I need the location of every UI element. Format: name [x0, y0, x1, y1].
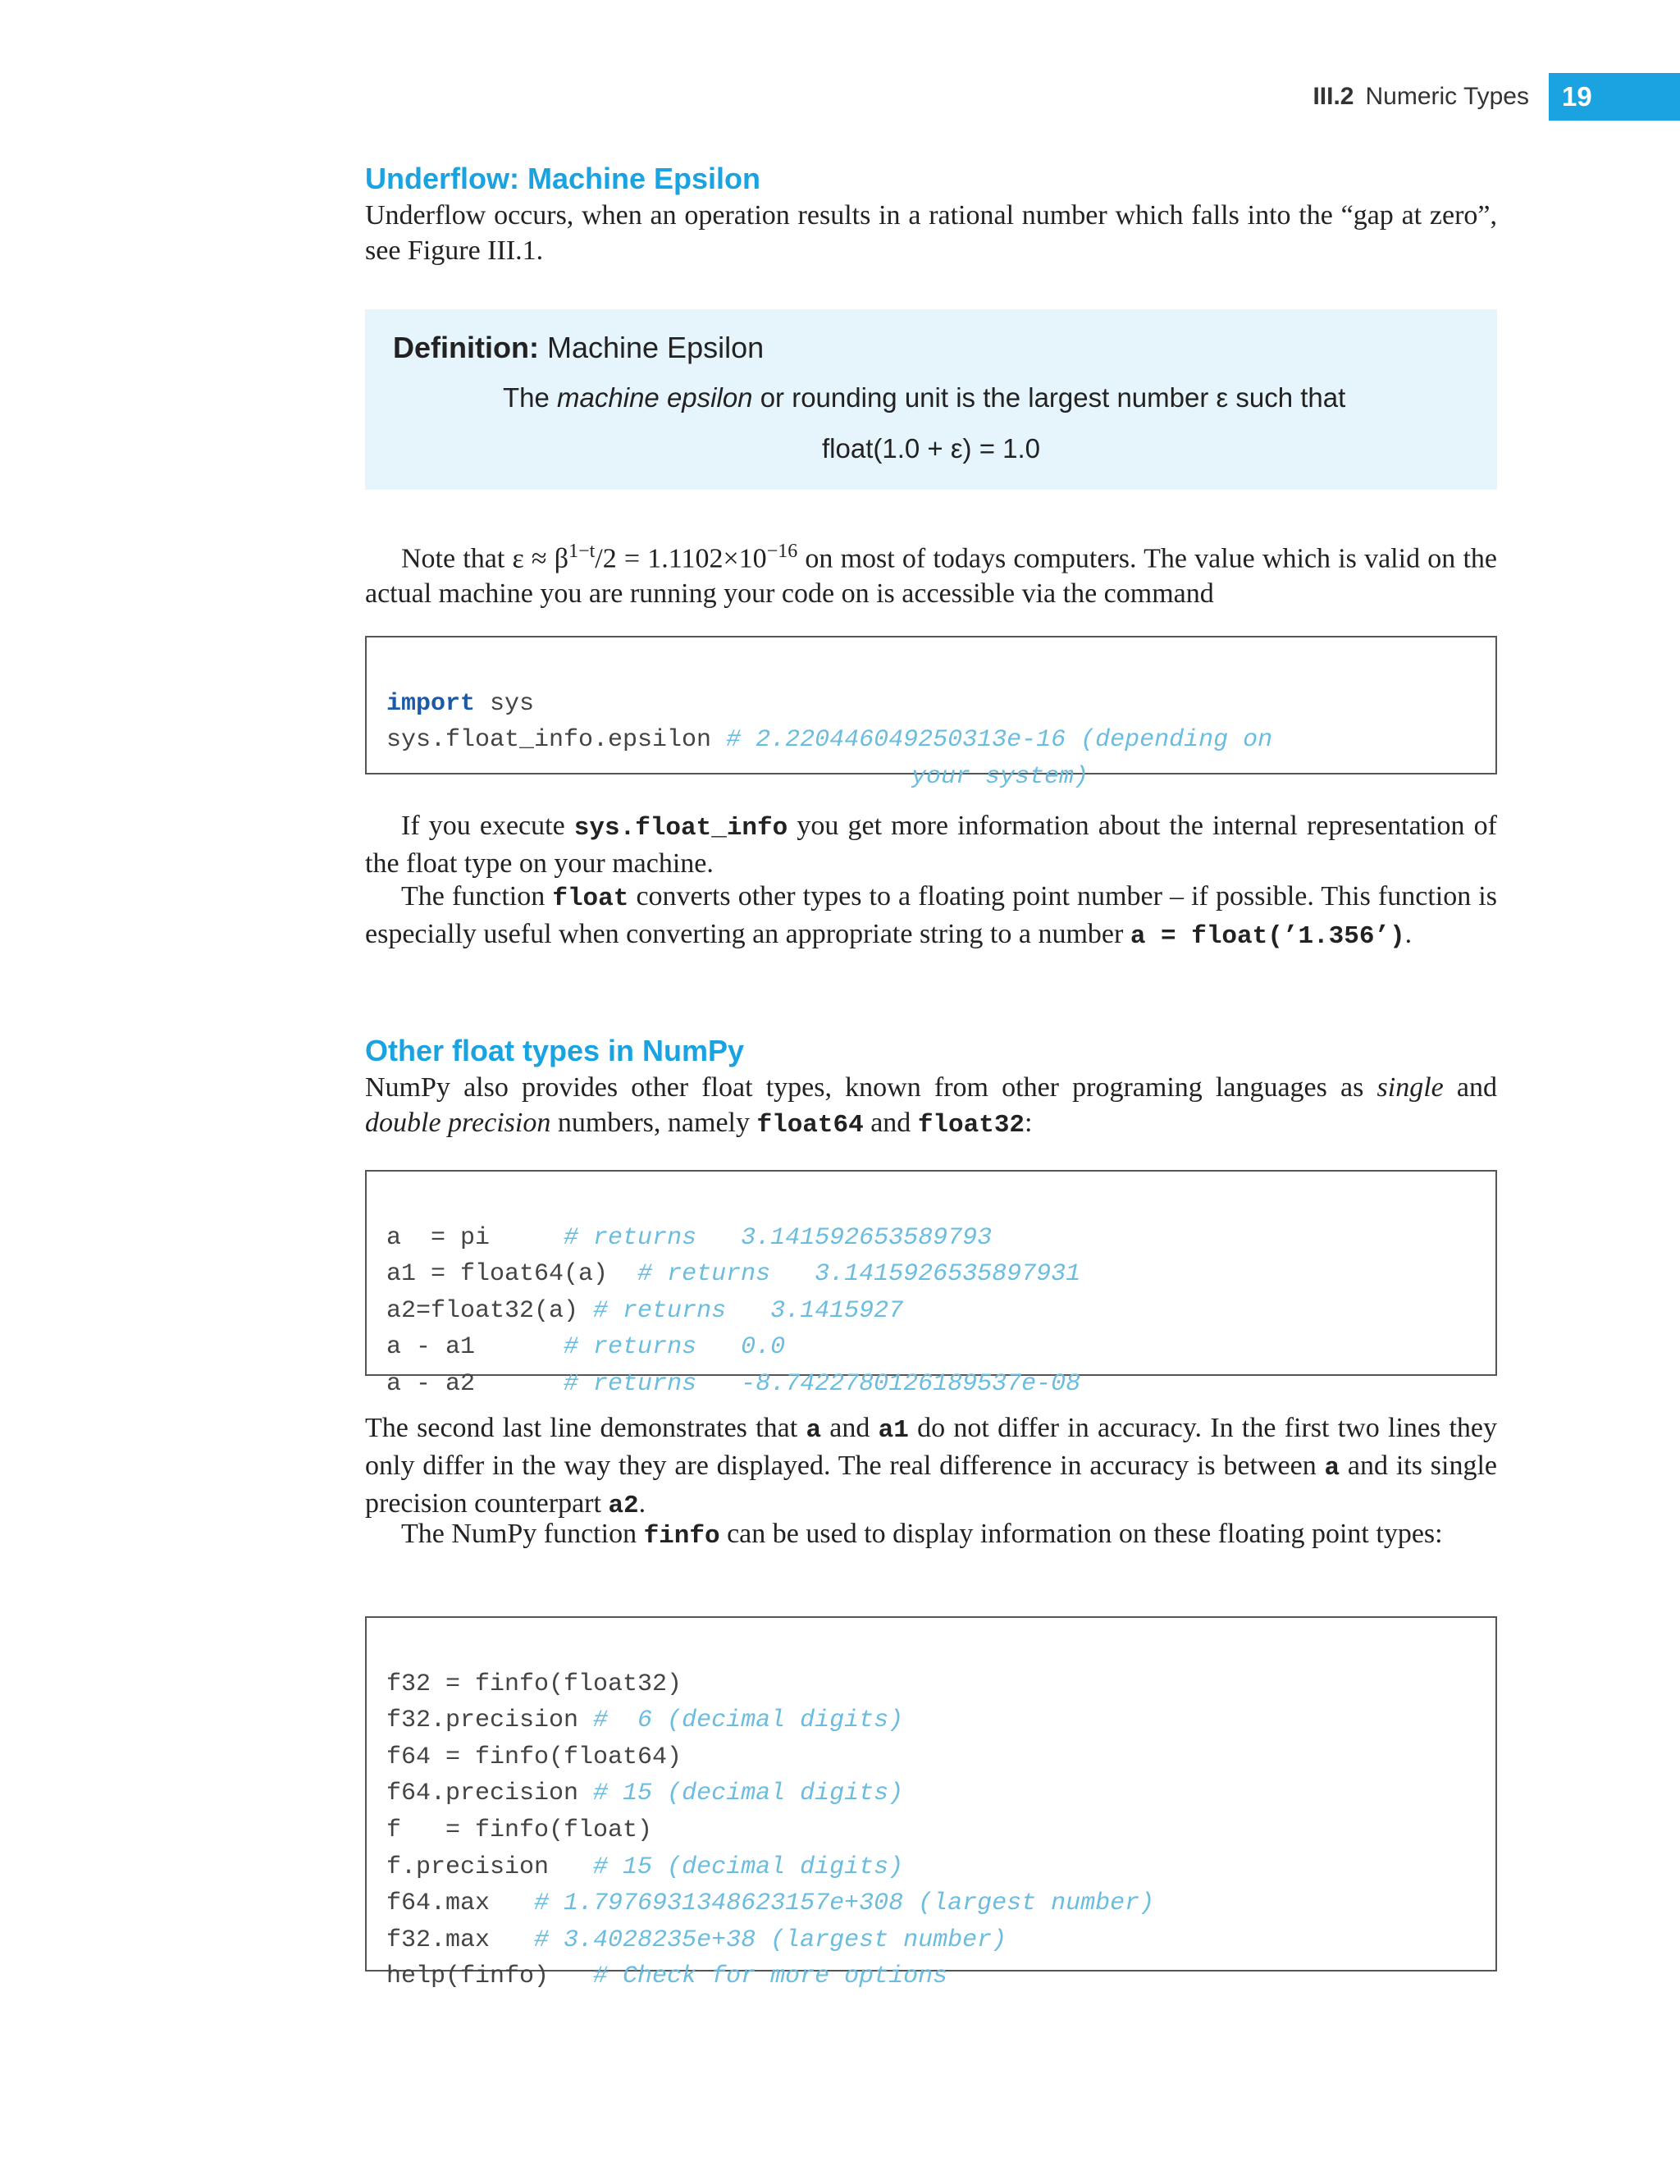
note-part2: /2 = 1.1102×10: [595, 543, 767, 574]
definition-header: [393, 329, 1469, 367]
code-text: f64.max: [386, 1889, 535, 1918]
code-text: a1 = float64(a): [386, 1260, 638, 1289]
code-text: a2=float32(a): [386, 1296, 594, 1325]
code-comment: your system): [911, 762, 1089, 791]
numpy-heading: Other float types in NumPy: [365, 1034, 745, 1067]
code-line: [386, 1958, 1476, 1995]
section-title: Numeric Types: [1365, 83, 1529, 110]
code-line: [386, 1812, 1476, 1849]
text-run: and its single precision counterpart: [365, 1451, 1497, 1519]
running-header: [1312, 72, 1680, 121]
definition-text-emphasis: machine epsilon: [557, 382, 753, 413]
text-run: do not differ in accuracy. In the first two lines they only differ in the way they are displayed. The real difference in accuracy is between: [365, 1413, 1498, 1481]
text-run: .: [1404, 919, 1413, 949]
code-line: [386, 1849, 1476, 1886]
code-text: f32 = finfo(float32): [386, 1670, 682, 1698]
code-keyword: import: [386, 689, 476, 718]
code-block-finfo: [365, 1616, 1497, 1991]
text-run: .: [638, 1488, 646, 1519]
code-text: a = pi: [386, 1223, 564, 1252]
text-run: and: [1443, 1072, 1498, 1103]
code-line: [386, 1702, 1476, 1739]
definition-text-pre: The: [503, 382, 558, 413]
code-line: [386, 1775, 1476, 1812]
code-line: [386, 1293, 1476, 1330]
inline-code: float32: [917, 1111, 1025, 1140]
definition-box: [365, 309, 1497, 490]
inline-code: a2: [608, 1492, 639, 1520]
text-run: and: [821, 1413, 879, 1443]
code-line: [386, 722, 1476, 759]
code-line: [386, 1666, 1476, 1703]
code-comment: # 15 (decimal digits): [593, 1853, 904, 1881]
code-comment: # 1.7976931348623157e+308 (largest number): [534, 1889, 1155, 1918]
text-run: can be used to display information on these floating point types:: [719, 1519, 1443, 1549]
text-run: The second last line demonstrates that: [365, 1413, 806, 1443]
inline-code: sys.float_info: [573, 814, 788, 843]
note-part3: on most of todays computers. The value which is valid on the actual machine you are running your code on is accessible via the command: [365, 543, 1497, 610]
accuracy-paragraph: [365, 1410, 1497, 1524]
inline-code: a1: [878, 1416, 909, 1445]
text-run: converts other types to a floating point number – if possible. This function is especially useful when converting an appropriate string to a number: [365, 881, 1497, 949]
inline-code: float64: [756, 1111, 864, 1140]
code-comment: # returns 3.1415926535897931: [637, 1260, 1081, 1289]
inline-code: finfo: [643, 1522, 720, 1551]
note-part1: Note that ε ≈ β: [401, 543, 569, 574]
code-text: a - a1: [386, 1333, 564, 1362]
page-number: 19: [1549, 73, 1680, 121]
code-comment: # Check for more options: [593, 1962, 948, 1991]
code-line: [386, 1922, 1476, 1959]
inline-code: float: [552, 884, 629, 913]
code-comment: # 15 (decimal digits): [593, 1780, 904, 1808]
code-line: [386, 1329, 1476, 1366]
code-line: [386, 1885, 1476, 1922]
note-paragraph: [365, 534, 1497, 611]
code-comment: # 3.4028235e+38 (largest number): [534, 1926, 1007, 1954]
code-comment: # returns 3.141592653589793: [564, 1223, 993, 1252]
code-line: [386, 1256, 1476, 1293]
code-text: sys.float_info.epsilon: [386, 726, 727, 755]
code-line: [386, 1366, 1476, 1403]
inline-code: a: [806, 1416, 822, 1445]
inline-code: a: [1324, 1454, 1340, 1483]
code-text: f64 = finfo(float64): [386, 1743, 682, 1771]
code-comment: # returns 0.0: [564, 1333, 786, 1362]
section-number: III.2: [1312, 83, 1354, 110]
code-comment: # 6 (decimal digits): [593, 1707, 904, 1735]
code-line: [386, 686, 1476, 723]
definition-title: Machine Epsilon: [546, 331, 765, 364]
code-comment: # returns -8.7422780126189537e-08: [564, 1369, 1081, 1398]
text-run: The function: [401, 881, 553, 912]
code-text: help(finfo): [386, 1962, 594, 1991]
text-run: you get more information about the internal representation of the float type on your machine.: [365, 811, 1497, 879]
code-text: sys: [475, 689, 535, 718]
text-run: :: [1025, 1108, 1033, 1138]
code-comment: # 2.220446049250313e-16 (depending on: [726, 726, 1273, 755]
code-text: f.precision: [386, 1853, 594, 1881]
float-info-paragraph: [365, 808, 1497, 881]
code-block-float-types: [365, 1170, 1497, 1398]
code-text: f32.max: [386, 1926, 535, 1954]
text-run: NumPy also provides other float types, known from other programing languages as: [365, 1072, 1377, 1103]
text-run: If you execute: [401, 811, 574, 841]
definition-label: Definition:: [393, 331, 539, 364]
inline-code: a = float(’1.356’): [1130, 922, 1405, 951]
text-emphasis: double precision: [365, 1108, 551, 1138]
text-run: and: [863, 1108, 918, 1138]
note-sup1: 1−t: [568, 541, 596, 562]
underflow-heading: Underflow: Machine Epsilon: [365, 162, 761, 195]
code-text: f32.precision: [386, 1707, 594, 1735]
code-text: f = finfo(float): [386, 1816, 653, 1844]
code-block-epsilon: [365, 636, 1497, 791]
definition-text: [503, 380, 1469, 416]
text-run: The NumPy function: [401, 1519, 644, 1549]
code-comment: # returns 3.1415927: [593, 1296, 904, 1325]
finfo-paragraph: [365, 1516, 1497, 1554]
definition-equation: float(1.0 + ε) = 1.0: [821, 433, 1041, 464]
definition-text-post: or rounding unit is the largest number ε such that: [752, 382, 1346, 413]
numpy-paragraph: [365, 1070, 1497, 1143]
text-run: numbers, namely: [550, 1108, 757, 1138]
code-text: f64.precision: [386, 1780, 594, 1808]
underflow-paragraph: Underflow occurs, when an operation results in a rational number which falls into the “gap at zero”, see Figure III.1.: [365, 200, 1497, 266]
code-line: [386, 1220, 1476, 1257]
note-sup2: −16: [766, 541, 798, 562]
text-emphasis: single: [1376, 1072, 1444, 1103]
code-text: a - a2: [386, 1369, 564, 1398]
float-function-paragraph: [365, 879, 1497, 954]
code-line: [386, 759, 1476, 796]
code-line: [386, 1739, 1476, 1776]
